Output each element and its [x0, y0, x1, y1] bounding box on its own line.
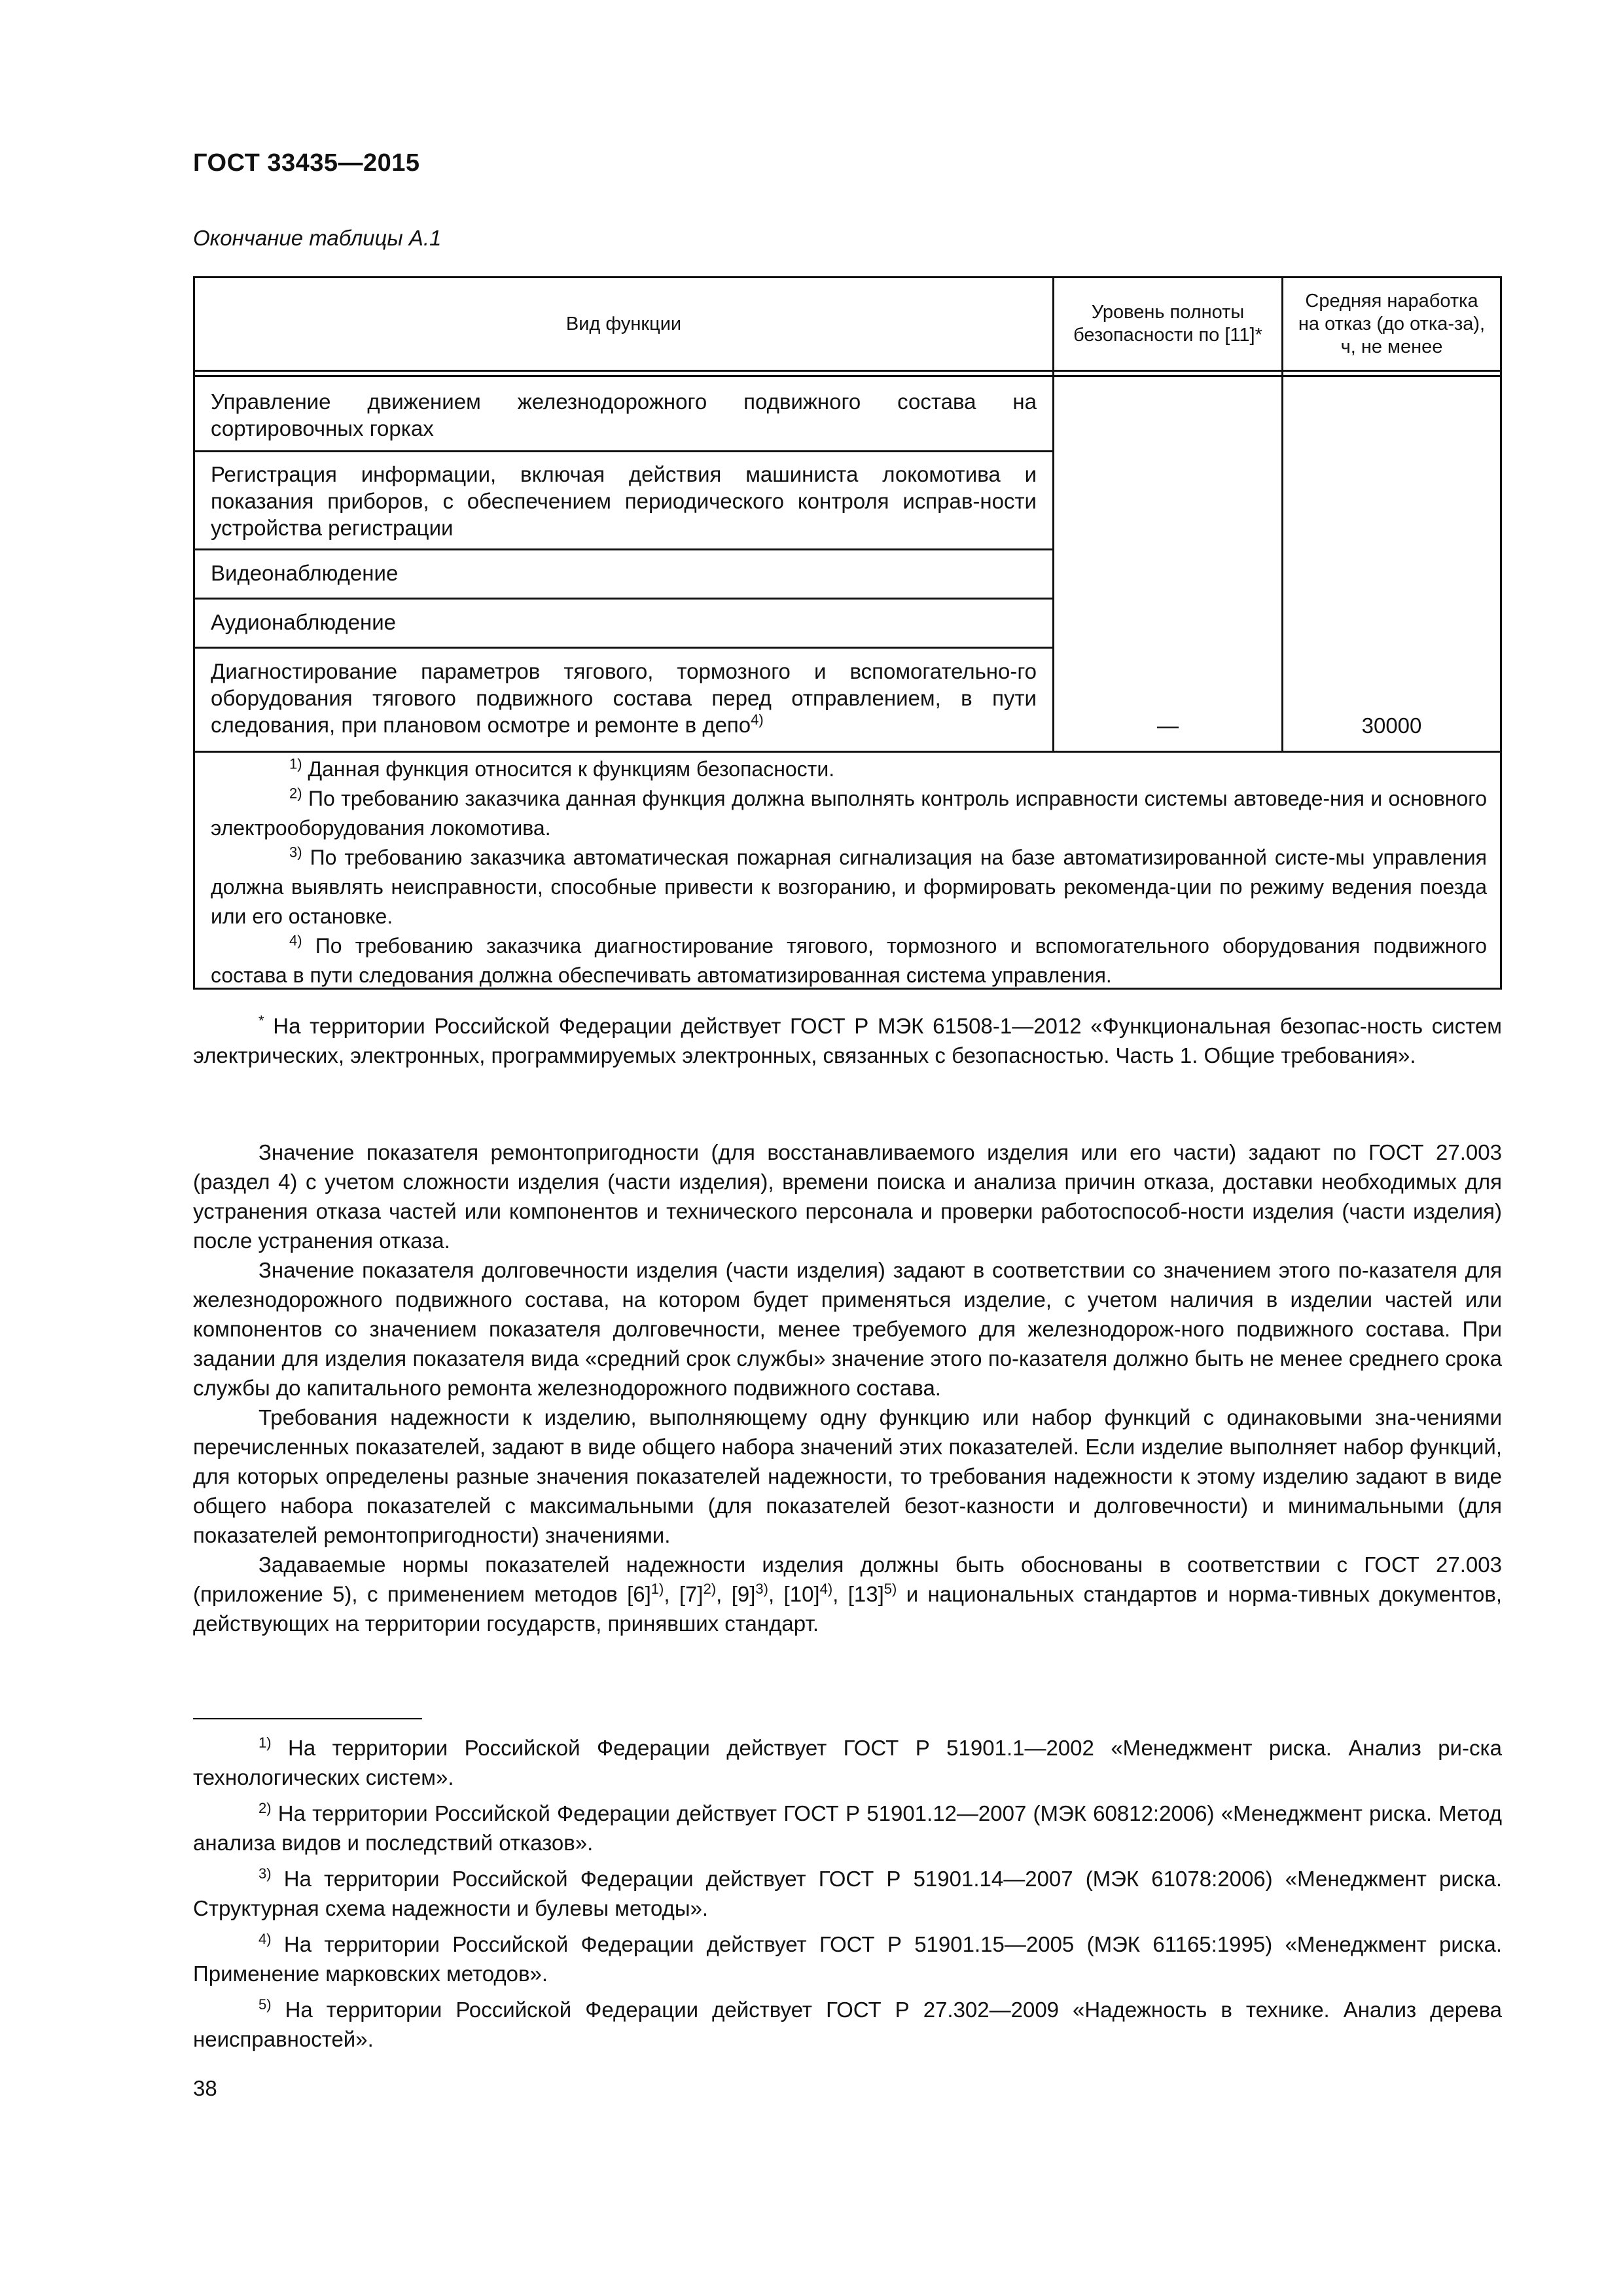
footnote-text: На территории Российской Федерации действует ГОСТ Р 51901.15—2005 (МЭК 61165:1995) «Менеджмент риска. Применение марковских методов». — [193, 1932, 1502, 1986]
header-asterisk: * — [1255, 325, 1262, 346]
paragraph-reliability-norms — [193, 1550, 1502, 1638]
footnote-ref: 4) — [751, 711, 764, 728]
paragraph-maintainability: Значение показателя ремонтопригодности (для восстанавливаемого изделия или его части) задают по ГОСТ 27.003 (раздел 4) с учетом сложности изделия (части изделия), времени поиска и анализа причин отказа, доставки необходимых для устранения отказа частей или компонентов и технического персонала и проверки работоспособ-ности изделия (части изделия) после устранения отказа. — [193, 1140, 1502, 1253]
footnote — [193, 1995, 1502, 2054]
page-number: 38 — [193, 2076, 217, 2100]
paragraph-lead: Задаваемые нормы показателей надежности изделия должны быть обоснованы в соответствии с ГОСТ 27.003 (приложение 5), с применением методов — [193, 1552, 1502, 1606]
reference: [7] — [679, 1582, 704, 1606]
asterisk-mark: * — [259, 1013, 264, 1029]
footnote-separator — [193, 1718, 422, 1719]
table-notes — [211, 755, 1487, 990]
footnote-mark: 3) — [259, 1865, 272, 1882]
reference: [9] — [731, 1582, 756, 1606]
paragraph-durability: Значение показателя долговечности изделия (части изделия) задают в соответствии со значением этого по-казателя для железнодорожного подвижного состава, на котором будет применяться изделие, с учетом наличия в изделии частей или компонентов со значением показателя долговечности, менее требуемого для железнодорож-ного подвижного состава. При задании для изделия показателя вида «средний срок службы» значение этого по-казателя должно быть не менее среднего срока службы до капитального ремонта железнодорожного подвижного состава. — [193, 1258, 1502, 1400]
footnote — [193, 1864, 1502, 1923]
footnote-mark: 5) — [259, 1996, 272, 2013]
table-note — [211, 843, 1487, 931]
footnote-mark: 2) — [259, 1800, 272, 1816]
paragraph-tail: и национальных стандартов и норма-тивных документов, действующих на территории государств, принявших стандарт. — [193, 1582, 1503, 1636]
header-safety-integrity-level — [1054, 278, 1281, 370]
footnote-ref: 1) — [651, 1581, 664, 1597]
mtbf-value: 30000 — [1361, 713, 1422, 738]
footnote-mark: 4) — [259, 1931, 272, 1947]
note-text: Данная функция относится к функциям безопасности. — [308, 757, 835, 781]
safety-integrity-value: — — [1157, 713, 1179, 738]
header-divider-2 — [195, 375, 1500, 377]
header-function-type: Вид функции — [565, 313, 682, 334]
table-row-function: Управление движением железнодорожного подвижного состава на сортировочных горках — [211, 389, 1037, 440]
footnote-ref: 2) — [703, 1581, 717, 1597]
page-footnotes — [193, 1733, 1502, 2060]
reference-separator: , — [716, 1582, 732, 1606]
footnote-text: На территории Российской Федерации действует ГОСТ Р 27.302—2009 «Надежность в технике. Анализ дерева неисправностей». — [193, 1998, 1502, 2051]
asterisk-footnote — [193, 1011, 1502, 1070]
body-text — [193, 1138, 1502, 1638]
note-text: По требованию заказчика диагностирование тягового, тормозного и вспомогательного оборудования подвижного состава в пути следования должна обеспечивать автоматизированная система управления. — [211, 934, 1488, 987]
footnote-text: На территории Российской Федерации действует ГОСТ Р 51901.1—2002 «Менеджмент риска. Анализ ри-ска технологических систем». — [193, 1736, 1502, 1789]
table-row-function-text: Диагностирование параметров тягового, тормозного и вспомогательно-го оборудования тягового подвижного состава перед отправлением, в пути следования, при плановом осмотре и ремонте в депо — [211, 659, 1037, 737]
note-mark: 1) — [289, 755, 302, 772]
asterisk-footnote-paragraph — [193, 1011, 1502, 1070]
table-note — [211, 784, 1487, 843]
reference-separator: , — [664, 1582, 679, 1606]
header-divider — [195, 370, 1500, 372]
row-divider-3 — [195, 598, 1052, 600]
footnote-ref: 3) — [755, 1581, 768, 1597]
reference: [6] — [627, 1582, 651, 1606]
notes-divider — [195, 751, 1500, 753]
table-row-function: Аудионаблюдение — [211, 610, 396, 634]
footnote — [193, 1733, 1502, 1792]
document-code: ГОСТ 33435—2015 — [193, 149, 420, 177]
reference-separator: , — [832, 1582, 848, 1606]
table-continuation-caption: Окончание таблицы А.1 — [193, 226, 442, 250]
note-mark: 2) — [289, 785, 302, 802]
table-note — [211, 755, 1487, 784]
row-divider-1 — [195, 450, 1052, 452]
reference: [13] — [847, 1582, 884, 1606]
reference: [10] — [783, 1582, 820, 1606]
note-text: По требованию заказчика автоматическая пожарная сигнализация на базе автоматизированной систе-мы управления должна выявлять неисправности, способные привести к возгоранию, и формировать рекоменда-ции по режиму ведения поезда или его остановке. — [211, 846, 1488, 928]
row-divider-4 — [195, 647, 1052, 649]
footnote-text: На территории Российской Федерации действует ГОСТ Р 51901.12—2007 (МЭК 60812:2006) «Менеджмент риска. Метод анализа видов и последствий отказов». — [193, 1801, 1502, 1855]
header-safety-integrity-level-text: Уровень полноты безопасности по [11] — [1073, 302, 1255, 346]
note-text: По требованию заказчика данная функция должна выполнять контроль исправности системы автоведе-ния и основного электрооборудования локомотива. — [211, 787, 1488, 840]
table-row-function: Регистрация информации, включая действия машиниста локомотива и показания приборов, с обеспечением периодического контроля исправ-ности устройства регистрации — [211, 462, 1037, 540]
functions-table — [193, 276, 1502, 990]
footnote — [193, 1799, 1502, 1857]
footnote-ref: 5) — [883, 1581, 897, 1597]
footnote-mark: 1) — [259, 1734, 272, 1751]
asterisk-footnote-text: На территории Российской Федерации действует ГОСТ Р МЭК 61508-1—2012 «Функциональная безопас-ность систем электрических, электронных, программируемых электронных, связанных с безопасностью. Часть 1. Общие требования». — [193, 1014, 1502, 1067]
row-divider-2 — [195, 548, 1052, 550]
reference-separator: , — [768, 1582, 784, 1606]
paragraph-reliability-requirements: Требования надежности к изделию, выполняющему одну функцию или набор функций с одинаковыми зна-чениями перечисленных показателей, задают в виде общего набора значений этих показателей. Если изделие выполняет набор функций, для которых определены разные значения показателей надежности, то требования надежности к этому изделию задают в виде общего набора показателей с максимальными (для показателей безот-казности и долговечности) и минимальными (для показателей ремонтопригодности) значениями. — [193, 1405, 1502, 1547]
footnote-text: На территории Российской Федерации действует ГОСТ Р 51901.14—2007 (МЭК 61078:2006) «Менеджмент риска. Структурная схема надежности и булевы методы». — [193, 1867, 1502, 1920]
table-note — [211, 931, 1487, 990]
footnote-ref: 4) — [819, 1581, 833, 1597]
note-mark: 3) — [289, 844, 302, 861]
footnote — [193, 1929, 1502, 1988]
header-mean-time-to-failure: Средняя наработка на отказ (до отка-за), ч, не менее — [1298, 290, 1486, 357]
table-row-function — [211, 658, 1037, 738]
table-row-function: Видеонаблюдение — [211, 561, 399, 585]
note-mark: 4) — [289, 932, 302, 949]
